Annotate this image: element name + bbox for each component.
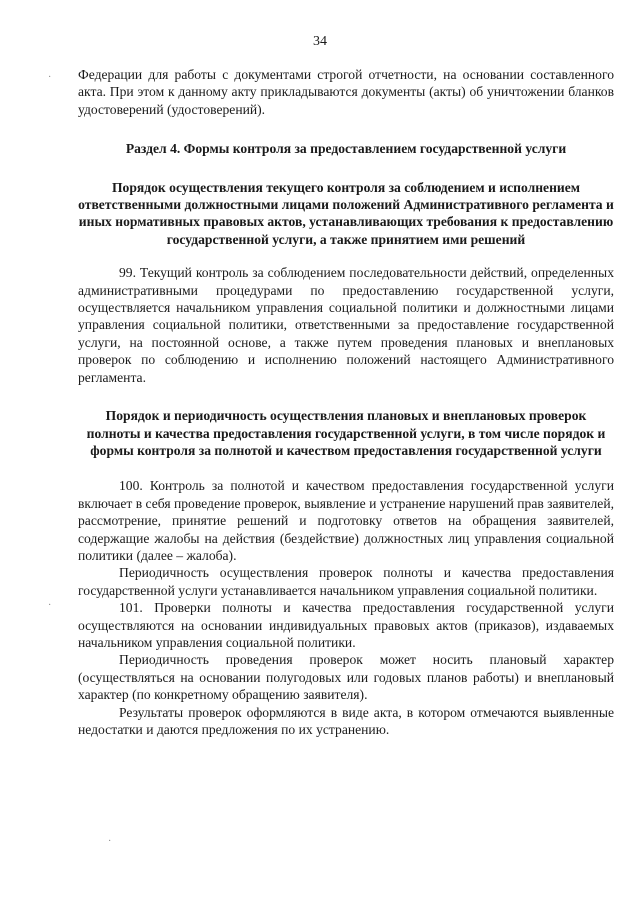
page-content xyxy=(78,66,614,738)
subsection-title-current-control: Порядок осуществления текущего контроля за соблюдением и исполнением ответственными должностными лицами положений Административного регламента и иных нормативных правовых актов, устанавливающих требования к предоставлению государственной услуги, а также принятием ими решений xyxy=(78,179,614,247)
scan-speck: · xyxy=(108,836,112,847)
paragraph-inspection-nature: Периодичность проведения проверок может носить плановый характер (осуществляться на основании полугодовых или годовых планов работы) и внеплановый характер (по конкретному обращению заявителя). xyxy=(78,652,614,703)
paragraph-results: Результаты проверок оформляются в виде акта, в котором отмечаются выявленные недостатки и даются предложения по их устранению. xyxy=(78,704,614,737)
scan-speck: · xyxy=(48,72,52,83)
section-title: Раздел 4. Формы контроля за предоставлением государственной услуги xyxy=(125,141,567,157)
scan-speck: · xyxy=(48,600,52,611)
paragraph-99: 99. Текущий контроль за соблюдением последовательности действий, определенных административными процедурами по предоставлению государственной услуги, осуществляется начальником управления социальной политики и должностными лицами управления социальной политики, ответственными за предоставление государственной услуги, на постоянной основе, а также путем проведения плановых и внеплановых проверок по соблюдению и исполнению положений настоящего Административного регламента. xyxy=(78,265,614,385)
subsection-title-inspections: Порядок и периодичность осуществления плановых и внеплановых проверок полноты и качества предоставления государственной услуги, в том числе порядок и формы контроля за полнотой и качеством предоставления государственной услуги xyxy=(86,408,606,458)
paragraph-periodicity: Периодичность осуществления проверок полноты и качества предоставления государственной услуги устанавливается начальником управления социальной политики. xyxy=(78,565,614,598)
intro-paragraph: Федерации для работы с документами строгой отчетности, на основании составленного акта. При этом к данному акту прикладываются документы (акты) об уничтожении бланков удостоверений (удостоверений). xyxy=(78,67,614,117)
paragraph-100: 100. Контроль за полнотой и качеством предоставления государственной услуги включает в себя проведение проверок, выявление и устранение нарушений прав заявителей, рассмотрение, принятие решений и подготовку ответов на обращения заявителей, содержащие жалобы на действия (бездействие) должностных лиц управления социальной политики (далее – жалоба). xyxy=(78,478,614,563)
paragraph-101: 101. Проверки полноты и качества предоставления государственной услуги осуществляются на основании индивидуальных правовых актов (приказов), издаваемых начальником управления социальной политики. xyxy=(78,600,614,650)
page-number: 34 xyxy=(313,34,327,49)
